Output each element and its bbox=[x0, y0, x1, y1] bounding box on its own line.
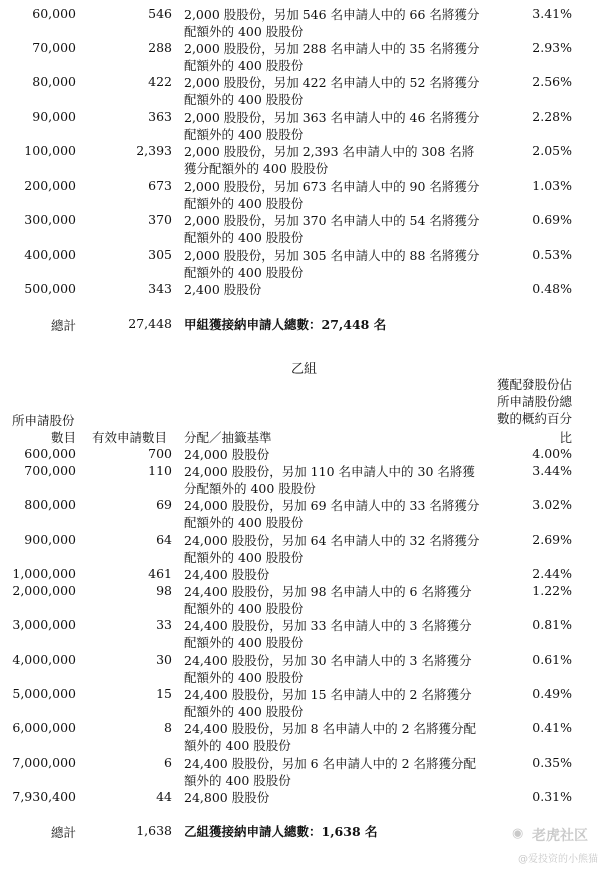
percentage-cell: 0.35% bbox=[532, 755, 572, 770]
basis-line: 獲分配額外的 400 股股份 bbox=[184, 161, 329, 176]
percentage-cell: 0.69% bbox=[532, 212, 572, 227]
percentage-cell: 0.48% bbox=[532, 281, 572, 296]
shares-cell: 7,000,000 bbox=[12, 755, 76, 770]
basis-line: 配額外的 400 股股份 bbox=[184, 265, 304, 280]
percentage-cell: 2.56% bbox=[532, 74, 572, 89]
basis-cell bbox=[184, 74, 484, 108]
basis-cell bbox=[184, 497, 484, 531]
basis-line: 配額外的 400 股股份 bbox=[184, 601, 304, 616]
applicants-cell: 288 bbox=[148, 40, 172, 55]
shares-cell: 90,000 bbox=[32, 109, 76, 124]
basis-line: 2,000 股股份，另加 363 名申請人中的 46 名將獲分 bbox=[184, 110, 480, 125]
basis-line: 2,000 股股份，另加 288 名申請人中的 35 名將獲分 bbox=[184, 41, 480, 56]
percentage-cell: 2.44% bbox=[532, 566, 572, 581]
shares-cell: 7,930,400 bbox=[12, 789, 76, 804]
header-shares-line2: 數目 bbox=[50, 430, 76, 445]
watermark-logo-icon: ◉ bbox=[512, 826, 524, 841]
percentage-cell: 2.28% bbox=[532, 109, 572, 124]
basis-line: 24,800 股股份 bbox=[184, 790, 270, 805]
basis-cell bbox=[184, 583, 484, 617]
basis-cell bbox=[184, 6, 484, 40]
basis-cell bbox=[184, 463, 484, 497]
basis-line: 分配額外的 400 股股份 bbox=[184, 481, 316, 496]
percentage-cell: 0.41% bbox=[532, 720, 572, 735]
basis-line: 24,000 股股份，另加 110 名申請人中的 30 名將獲 bbox=[184, 464, 475, 479]
applicants-cell: 673 bbox=[148, 178, 172, 193]
basis-line: 配額外的 400 股股份 bbox=[184, 230, 304, 245]
basis-cell bbox=[184, 532, 484, 566]
basis-line: 配額外的 400 股股份 bbox=[184, 92, 304, 107]
basis-line: 配額外的 400 股股份 bbox=[184, 515, 304, 530]
basis-cell bbox=[184, 212, 484, 246]
shares-cell: 5,000,000 bbox=[12, 686, 76, 701]
basis-line: 24,000 股股份 bbox=[184, 447, 270, 462]
basis-cell bbox=[184, 789, 484, 806]
percentage-cell: 4.00% bbox=[532, 446, 572, 461]
basis-line: 2,000 股股份，另加 673 名申請人中的 90 名將獲分 bbox=[184, 179, 480, 194]
basis-line: 額外的 400 股股份 bbox=[184, 773, 291, 788]
basis-line: 配額外的 400 股股份 bbox=[184, 704, 304, 719]
basis-line: 配額外的 400 股股份 bbox=[184, 196, 304, 211]
basis-cell bbox=[184, 178, 484, 212]
basis-cell bbox=[184, 617, 484, 651]
total-applicants: 1,638 bbox=[136, 823, 172, 838]
basis-cell bbox=[184, 755, 484, 789]
shares-cell: 70,000 bbox=[32, 40, 76, 55]
shares-cell: 100,000 bbox=[24, 143, 76, 158]
shares-cell: 400,000 bbox=[24, 247, 76, 262]
basis-line: 24,400 股股份，另加 33 名申請人中的 3 名將獲分 bbox=[184, 618, 472, 633]
shares-cell: 300,000 bbox=[24, 212, 76, 227]
total-label: 總計 bbox=[50, 318, 76, 333]
applicants-cell: 33 bbox=[156, 617, 172, 632]
applicants-cell: 546 bbox=[148, 6, 172, 21]
basis-line: 2,000 股股份，另加 422 名申請人中的 52 名將獲分 bbox=[184, 75, 480, 90]
percentage-cell: 0.53% bbox=[532, 247, 572, 262]
total-text: 甲組獲接納申請人總數：27,448 名 bbox=[184, 317, 387, 332]
applicants-cell: 64 bbox=[156, 532, 172, 547]
header-applicants: 有效申請數目 bbox=[92, 430, 168, 445]
applicants-cell: 343 bbox=[148, 281, 172, 296]
percentage-cell: 3.44% bbox=[532, 463, 572, 478]
basis-line: 配額外的 400 股股份 bbox=[184, 635, 304, 650]
basis-cell bbox=[184, 281, 484, 298]
basis-line: 24,400 股股份 bbox=[184, 567, 270, 582]
basis-line: 2,400 股股份 bbox=[184, 282, 262, 297]
applicants-cell: 370 bbox=[148, 212, 172, 227]
basis-line: 2,000 股股份，另加 370 名申請人中的 54 名將獲分 bbox=[184, 213, 480, 228]
basis-cell bbox=[184, 247, 484, 281]
shares-cell: 600,000 bbox=[24, 446, 76, 461]
header-pct-line4: 比 bbox=[559, 430, 572, 445]
shares-cell: 2,000,000 bbox=[12, 583, 76, 598]
applicants-cell: 6 bbox=[164, 755, 172, 770]
total-label: 總計 bbox=[50, 825, 76, 840]
shares-cell: 3,000,000 bbox=[12, 617, 76, 632]
basis-line: 配額外的 400 股股份 bbox=[184, 58, 304, 73]
percentage-cell: 0.61% bbox=[532, 652, 572, 667]
basis-cell bbox=[184, 720, 484, 754]
basis-line: 2,000 股股份，另加 305 名申請人中的 88 名將獲分 bbox=[184, 248, 480, 263]
basis-line: 24,400 股股份，另加 30 名申請人中的 3 名將獲分 bbox=[184, 653, 472, 668]
basis-line: 2,000 股股份，另加 2,393 名申請人中的 308 名將 bbox=[184, 144, 475, 159]
applicants-cell: 2,393 bbox=[136, 143, 172, 158]
percentage-cell: 3.02% bbox=[532, 497, 572, 512]
basis-line: 24,400 股股份，另加 15 名申請人中的 2 名將獲分 bbox=[184, 687, 472, 702]
basis-line: 配額外的 400 股股份 bbox=[184, 24, 304, 39]
basis-cell bbox=[184, 652, 484, 686]
total-applicants: 27,448 bbox=[128, 316, 172, 331]
shares-cell: 900,000 bbox=[24, 532, 76, 547]
header-pct-line1: 獲配發股份佔 bbox=[496, 377, 572, 392]
applicants-cell: 30 bbox=[156, 652, 172, 667]
percentage-cell: 2.05% bbox=[532, 143, 572, 158]
header-pct-line3: 數的概約百分 bbox=[496, 411, 572, 426]
applicants-cell: 98 bbox=[156, 583, 172, 598]
header-shares-line1: 所申請股份 bbox=[12, 413, 75, 428]
applicants-cell: 44 bbox=[156, 789, 172, 804]
shares-cell: 80,000 bbox=[32, 74, 76, 89]
basis-line: 配額外的 400 股股份 bbox=[184, 127, 304, 142]
basis-cell bbox=[184, 446, 484, 463]
header-pct-line2: 所申請股份總 bbox=[496, 394, 572, 409]
shares-cell: 4,000,000 bbox=[12, 652, 76, 667]
shares-cell: 700,000 bbox=[24, 463, 76, 478]
shares-cell: 60,000 bbox=[32, 6, 76, 21]
basis-cell bbox=[184, 566, 484, 583]
watermark-handle: @爱投资的小熊猫 bbox=[518, 854, 598, 865]
basis-line: 配額外的 400 股股份 bbox=[184, 670, 304, 685]
shares-cell: 6,000,000 bbox=[12, 720, 76, 735]
header-basis: 分配／抽籤基準 bbox=[184, 430, 272, 445]
basis-cell bbox=[184, 109, 484, 143]
watermark-brand: 老虎社区 bbox=[532, 828, 588, 844]
percentage-cell: 0.81% bbox=[532, 617, 572, 632]
basis-line: 配額外的 400 股股份 bbox=[184, 550, 304, 565]
applicants-cell: 110 bbox=[148, 463, 172, 478]
shares-cell: 500,000 bbox=[24, 281, 76, 296]
basis-cell bbox=[184, 40, 484, 74]
applicants-cell: 69 bbox=[156, 497, 172, 512]
shares-cell: 1,000,000 bbox=[12, 566, 76, 581]
applicants-cell: 305 bbox=[148, 247, 172, 262]
shares-cell: 800,000 bbox=[24, 497, 76, 512]
percentage-cell: 0.49% bbox=[532, 686, 572, 701]
applicants-cell: 363 bbox=[148, 109, 172, 124]
applicants-cell: 15 bbox=[156, 686, 172, 701]
basis-line: 24,000 股股份，另加 64 名申請人中的 32 名將獲分 bbox=[184, 533, 480, 548]
total-text: 乙組獲接納申請人總數：1,638 名 bbox=[184, 824, 378, 839]
percentage-cell: 0.31% bbox=[532, 789, 572, 804]
group-b-title: 乙組 bbox=[290, 362, 317, 377]
percentage-cell: 1.22% bbox=[532, 583, 572, 598]
applicants-cell: 8 bbox=[164, 720, 172, 735]
basis-line: 24,400 股股份，另加 98 名申請人中的 6 名將獲分 bbox=[184, 584, 472, 599]
shares-cell: 200,000 bbox=[24, 178, 76, 193]
basis-line: 額外的 400 股股份 bbox=[184, 738, 291, 753]
basis-line: 24,000 股股份，另加 69 名申請人中的 33 名將獲分 bbox=[184, 498, 480, 513]
basis-line: 24,400 股股份，另加 8 名申請人中的 2 名將獲分配 bbox=[184, 721, 477, 736]
percentage-cell: 1.03% bbox=[532, 178, 572, 193]
percentage-cell: 2.93% bbox=[532, 40, 572, 55]
percentage-cell: 2.69% bbox=[532, 532, 572, 547]
basis-cell bbox=[184, 143, 484, 177]
basis-line: 24,400 股股份，另加 6 名申請人中的 2 名將獲分配 bbox=[184, 756, 477, 771]
percentage-cell: 3.41% bbox=[532, 6, 572, 21]
basis-line: 2,000 股股份，另加 546 名申請人中的 66 名將獲分 bbox=[184, 7, 480, 22]
applicants-cell: 461 bbox=[148, 566, 172, 581]
applicants-cell: 422 bbox=[148, 74, 172, 89]
basis-cell bbox=[184, 686, 484, 720]
applicants-cell: 700 bbox=[148, 446, 172, 461]
